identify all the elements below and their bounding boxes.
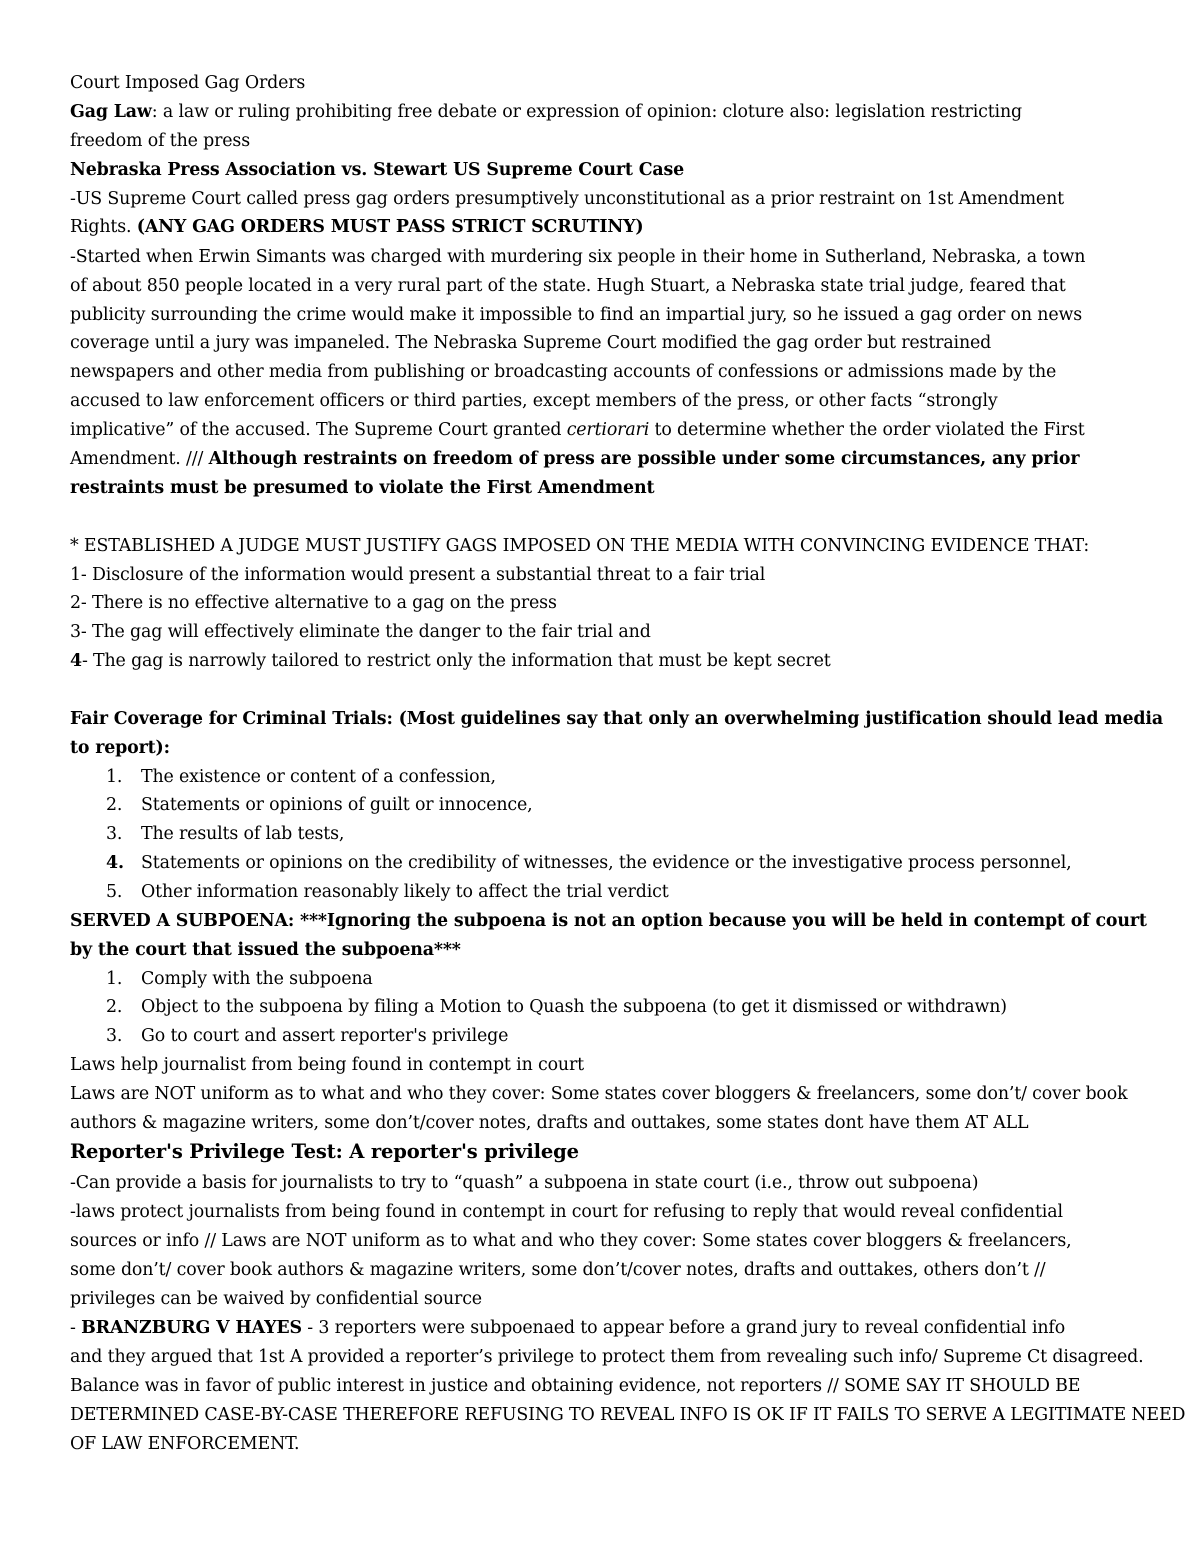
nebraska-p1-line1: -US Supreme Court called press gag orders presumptively unconstitutional as a prior restraint on 1st Amendment bbox=[70, 189, 1064, 209]
certiorari-term: certiorari bbox=[566, 420, 650, 440]
list-item: Object to the subpoena by filing a Motion to Quash the subpoena (to get it dismissed or withdrawn) bbox=[141, 997, 1007, 1017]
list-item: Statements or opinions of guilt or innocence, bbox=[141, 795, 533, 815]
branzburg-line-1 bbox=[70, 1317, 1065, 1339]
text-run: Amendment. /// bbox=[70, 449, 209, 469]
branzburg-case-name: BRANZBURG V HAYES bbox=[81, 1318, 302, 1338]
established-heading: * ESTABLISHED A JUDGE MUST JUSTIFY GAGS IMPOSED ON THE MEDIA WITH CONVINCING EVIDENCE THAT: bbox=[70, 536, 1090, 556]
subpoena-note-2-line2: authors & magazine writers, some don’t/cover notes, drafts and outtakes, some states dont have them AT ALL bbox=[70, 1113, 1029, 1133]
branzburg-line-4: DETERMINED CASE-BY-CASE THEREFORE REFUSING TO REVEAL INFO IS OK IF IT FAILS TO SERVE A LEGITIMATE NEED bbox=[70, 1405, 1186, 1425]
nebraska-heading: Nebraska Press Association vs. Stewart US Supreme Court Case bbox=[70, 160, 685, 180]
nebraska-p1-line2 bbox=[70, 216, 643, 238]
nebraska-p2-line2: of about 850 people located in a very rural part of the state. Hugh Stuart, a Nebraska state trial judge, feared that bbox=[70, 276, 1066, 296]
privilege-line-3: sources or info // Laws are NOT uniform as to what and who they cover: Some states cover bloggers & freelancers, bbox=[70, 1231, 1072, 1251]
text-run: to determine whether the order violated the First bbox=[649, 420, 1085, 440]
gag-law-def-text: : a law or ruling prohibiting free debate or expression of opinion: cloture also: legislation restricting bbox=[151, 102, 1022, 122]
subpoena-heading-line2: by the court that issued the subpoena*** bbox=[70, 940, 461, 960]
text-run: implicative” of the accused. The Supreme Court granted bbox=[70, 420, 567, 440]
nebraska-p2-line3: publicity surrounding the crime would make it impossible to find an impartial jury, so he issued a gag order on news bbox=[70, 305, 1083, 325]
text-run: Rights. bbox=[70, 217, 137, 237]
list-item: The existence or content of a confession, bbox=[141, 767, 496, 787]
list-number: 2. bbox=[106, 795, 123, 815]
established-item-1: 1- Disclosure of the information would present a substantial threat to a fair trial bbox=[70, 565, 766, 585]
nebraska-p2-line8 bbox=[70, 448, 1079, 470]
item-text: - The gag is narrowly tailored to restrict only the information that must be kept secret bbox=[81, 651, 831, 671]
privilege-line-2: -laws protect journalists from being found in contempt in court for refusing to reply that would reveal confidential bbox=[70, 1202, 1063, 1222]
nebraska-p2-line4: coverage until a jury was impaneled. The Nebraska Supreme Court modified the gag order but restrained bbox=[70, 333, 992, 353]
established-item-3: 3- The gag will effectively eliminate the danger to the fair trial and bbox=[70, 622, 651, 642]
branzburg-line-5: OF LAW ENFORCEMENT. bbox=[70, 1434, 300, 1454]
list-item: Statements or opinions on the credibility of witnesses, the evidence or the investigative process personnel, bbox=[141, 853, 1072, 873]
strict-scrutiny-note: (ANY GAG ORDERS MUST PASS STRICT SCRUTINY) bbox=[136, 217, 644, 237]
subpoena-heading: SERVED A SUBPOENA: ***Ignoring the subpoena is not an option because you will be held in contempt of court bbox=[70, 911, 1147, 931]
gag-law-definition bbox=[70, 101, 1022, 123]
gag-law-label: Gag Law bbox=[70, 102, 152, 122]
nebraska-p2-line6: accused to law enforcement officers or third parties, except members of the press, or other facts “strongly bbox=[70, 391, 998, 411]
established-item-4 bbox=[70, 650, 831, 672]
privilege-line-4: some don’t/ cover book authors & magazine writers, some don’t/cover notes, drafts and outtakes, others don’t // bbox=[70, 1260, 1046, 1280]
list-item: Comply with the subpoena bbox=[141, 969, 373, 989]
gag-law-def-line2: freedom of the press bbox=[70, 131, 250, 151]
subpoena-note-1: Laws help journalist from being found in contempt in court bbox=[70, 1055, 584, 1075]
list-number: 5. bbox=[106, 882, 123, 902]
document-title: Court Imposed Gag Orders bbox=[70, 73, 306, 93]
list-item: Go to court and assert reporter's privilege bbox=[141, 1026, 509, 1046]
branzburg-line-3: Balance was in favor of public interest in justice and obtaining evidence, not reporters // SOME SAY IT SHOULD BE bbox=[70, 1376, 1081, 1396]
privilege-line-1: -Can provide a basis for journalists to try to “quash” a subpoena in state court (i.e., throw out subpoena) bbox=[70, 1173, 979, 1193]
privilege-heading: Reporter's Privilege Test: A reporter's privilege bbox=[70, 1140, 579, 1163]
list-item: The results of lab tests, bbox=[141, 824, 345, 844]
list-number: 2. bbox=[106, 997, 123, 1017]
text-run: - 3 reporters were subpoenaed to appear before a grand jury to reveal confidential info bbox=[301, 1318, 1066, 1338]
list-number: 3. bbox=[106, 1026, 123, 1046]
holding-text: Although restraints on freedom of press are possible under some circumstances, any prior bbox=[208, 449, 1080, 469]
list-number: 1. bbox=[106, 969, 123, 989]
list-number: 1. bbox=[106, 767, 123, 787]
privilege-line-5: privileges can be waived by confidential source bbox=[70, 1289, 482, 1309]
nebraska-p2-line5: newspapers and other media from publishing or broadcasting accounts of confessions or admissions made by the bbox=[70, 362, 1057, 382]
text-run: - bbox=[70, 1318, 82, 1338]
subpoena-note-2: Laws are NOT uniform as to what and who they cover: Some states cover bloggers & freelancers, some don’t/ cover book bbox=[70, 1084, 1128, 1104]
list-number: 4. bbox=[106, 853, 124, 873]
list-number: 3. bbox=[106, 824, 123, 844]
nebraska-p2-line9: restraints must be presumed to violate the First Amendment bbox=[70, 478, 655, 498]
nebraska-p2-line7 bbox=[70, 419, 1085, 441]
list-item: Other information reasonably likely to affect the trial verdict bbox=[141, 882, 669, 902]
established-item-2: 2- There is no effective alternative to a gag on the press bbox=[70, 593, 557, 613]
fair-coverage-heading-line2: to report): bbox=[70, 738, 170, 758]
item-number: 4 bbox=[70, 651, 82, 671]
nebraska-p2-line1: -Started when Erwin Simants was charged with murdering six people in their home in Sutherland, Nebraska, a town bbox=[70, 247, 1086, 267]
branzburg-line-2: and they argued that 1st A provided a reporter’s privilege to protect them from revealing such info/ Supreme Ct disagreed. bbox=[70, 1347, 1144, 1367]
fair-coverage-heading: Fair Coverage for Criminal Trials: (Most guidelines say that only an overwhelming justification should lead media bbox=[70, 709, 1163, 729]
